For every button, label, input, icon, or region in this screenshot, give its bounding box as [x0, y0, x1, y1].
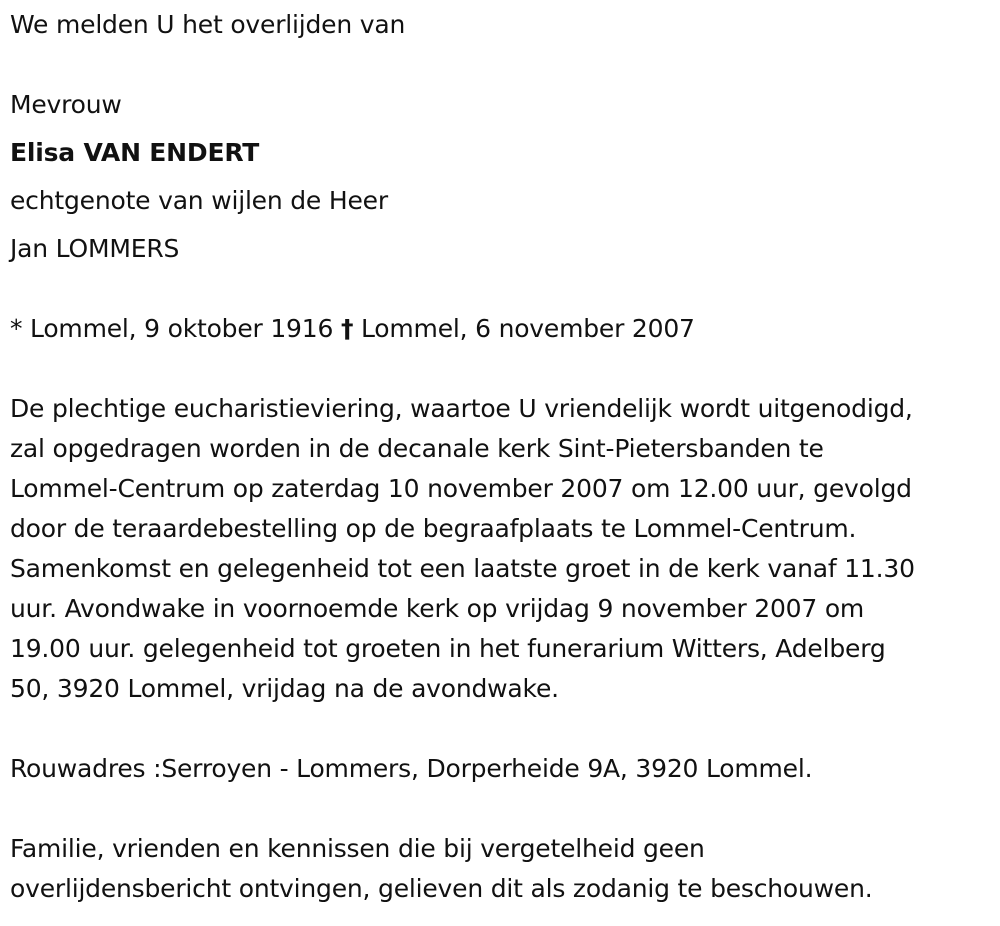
spouse-name: Jan LOMMERS — [10, 234, 180, 263]
death-info: Lommel, 6 november 2007 — [361, 314, 695, 343]
life-dates — [10, 314, 695, 344]
paragraph-line: 19.00 uur. gelegenheid tot groeten in het funerarium Witters, Adelberg — [10, 634, 886, 663]
mourning-address: Rouwadres :Serroyen - Lommers, Dorperheide 9A, 3920 Lommel. — [10, 754, 813, 783]
spouse-relation: echtgenote van wijlen de Heer — [10, 186, 388, 215]
paragraph-line: Samenkomst en gelegenheid tot een laatste groet in de kerk vanaf 11.30 — [10, 554, 915, 583]
paragraph-line: 50, 3920 Lommel, vrijdag na de avondwake. — [10, 674, 559, 703]
paragraph-line: door de teraardebestelling op de begraafplaats te Lommel-Centrum. — [10, 514, 857, 543]
paragraph-line: zal opgedragen worden in de decanale kerk Sint-Pietersbanden te — [10, 434, 824, 463]
intro-text: We melden U het overlijden van — [10, 10, 406, 39]
paragraph-line: De plechtige eucharistieviering, waartoe U vriendelijk wordt uitgenodigd, — [10, 394, 913, 423]
birth-info: * Lommel, 9 oktober 1916 — [10, 314, 334, 343]
paragraph-line: Familie, vrienden en kennissen die bij vergetelheid geen — [10, 834, 705, 863]
deceased-name: Elisa VAN ENDERT — [10, 138, 260, 167]
cross-icon: † — [340, 314, 354, 343]
paragraph-line: uur. Avondwake in voornoemde kerk op vrijdag 9 november 2007 om — [10, 594, 865, 623]
paragraph-line: overlijdensbericht ontvingen, gelieven dit als zodanig te beschouwen. — [10, 874, 873, 903]
paragraph-line: Lommel-Centrum op zaterdag 10 november 2007 om 12.00 uur, gevolgd — [10, 474, 912, 503]
honorific: Mevrouw — [10, 90, 122, 119]
